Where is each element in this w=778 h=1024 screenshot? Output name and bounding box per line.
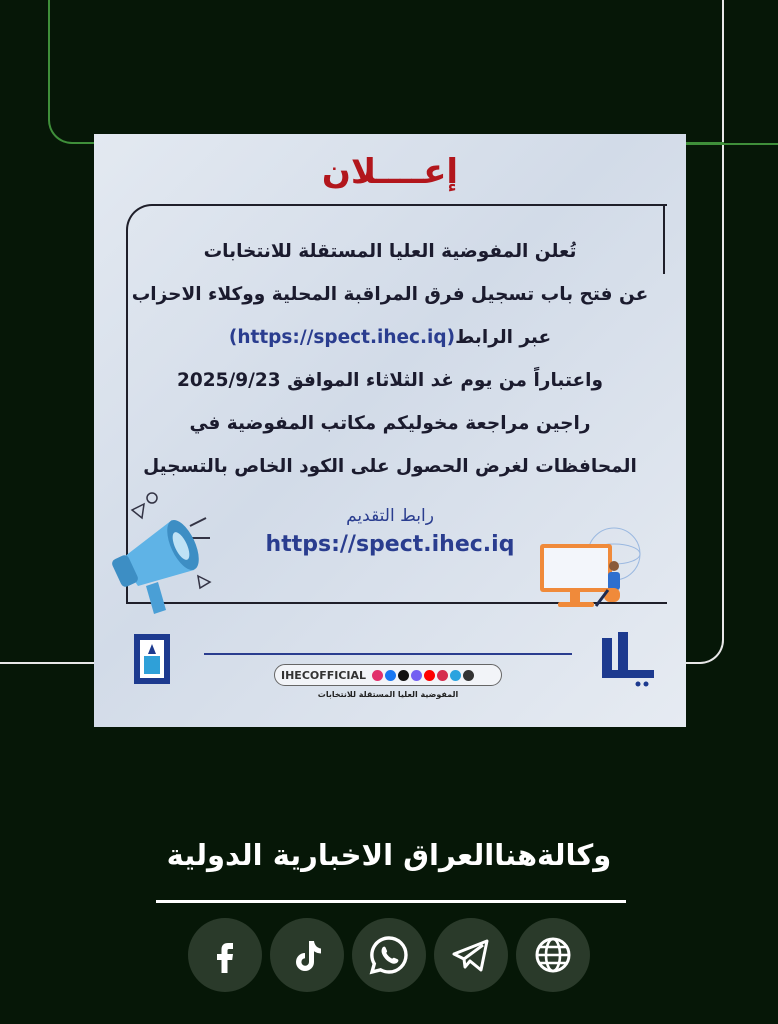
yalla-logo [600,630,656,688]
announcement-title: إعــــلان [321,152,459,192]
body-line-2: عن فتح باب تسجيل فرق المراقبة المحلية ووكلاء الاحزاب [131,284,649,305]
tiktok-button[interactable] [270,918,344,992]
facebook-icon[interactable] [385,670,396,681]
telegram-button[interactable] [434,918,508,992]
footer-divider [204,653,572,655]
tiktok-icon [287,935,327,975]
card-inner-frame-right [663,204,665,274]
body-line-4: واعتباراً من يوم غد الثلاثاء الموافق 2025/9/23 [177,370,603,391]
whatsapp-button[interactable] [352,918,426,992]
social-caption: المفوضية العليا المستقلة للانتخابات [317,690,459,699]
megaphone-icon [108,490,218,620]
instagram-icon[interactable] [372,670,383,681]
decorative-frame-top [48,0,724,144]
website-button[interactable] [516,918,590,992]
body-line-6: المحافظات لغرض الحصول على الكود الخاص بالتسجيل [143,456,637,477]
apply-label: رابط التقديم [346,506,434,526]
decorative-green-line [686,143,778,145]
body-line-3: عبر الرابط(https://spect.ihec.iq) [228,327,552,348]
agency-underline [156,900,626,903]
telegram-icon [449,933,493,977]
announcement-body [130,230,650,488]
youtube-icon[interactable] [424,670,435,681]
announcement-card [94,134,686,727]
threads-icon[interactable] [463,670,474,681]
globe-icon [531,933,575,977]
social-handle-pill[interactable] [274,664,502,686]
body-link[interactable]: (https://spect.ihec.iq) [228,327,456,348]
body-line-5: راجين مراجعة مخوليكم مكاتب المفوضية في [189,413,591,434]
social-handle: IHECOFFICIAL [281,668,367,682]
computer-illustration [534,524,644,614]
telegram-icon[interactable] [450,670,461,681]
apply-link[interactable]: https://spect.ihec.iq [265,532,515,557]
agency-name: وكالةهناالعراق الاخبارية الدولية [166,838,612,872]
facebook-icon [205,935,245,975]
facebook-button[interactable] [188,918,262,992]
tiktok-icon[interactable] [437,670,448,681]
body-line-1: تُعلن المفوضية العليا المستقلة للانتخابات [203,241,577,262]
viber-icon[interactable] [411,670,422,681]
x-icon[interactable] [398,670,409,681]
ihec-logo [134,634,170,684]
social-icons-row [0,918,778,992]
whatsapp-icon [367,933,411,977]
